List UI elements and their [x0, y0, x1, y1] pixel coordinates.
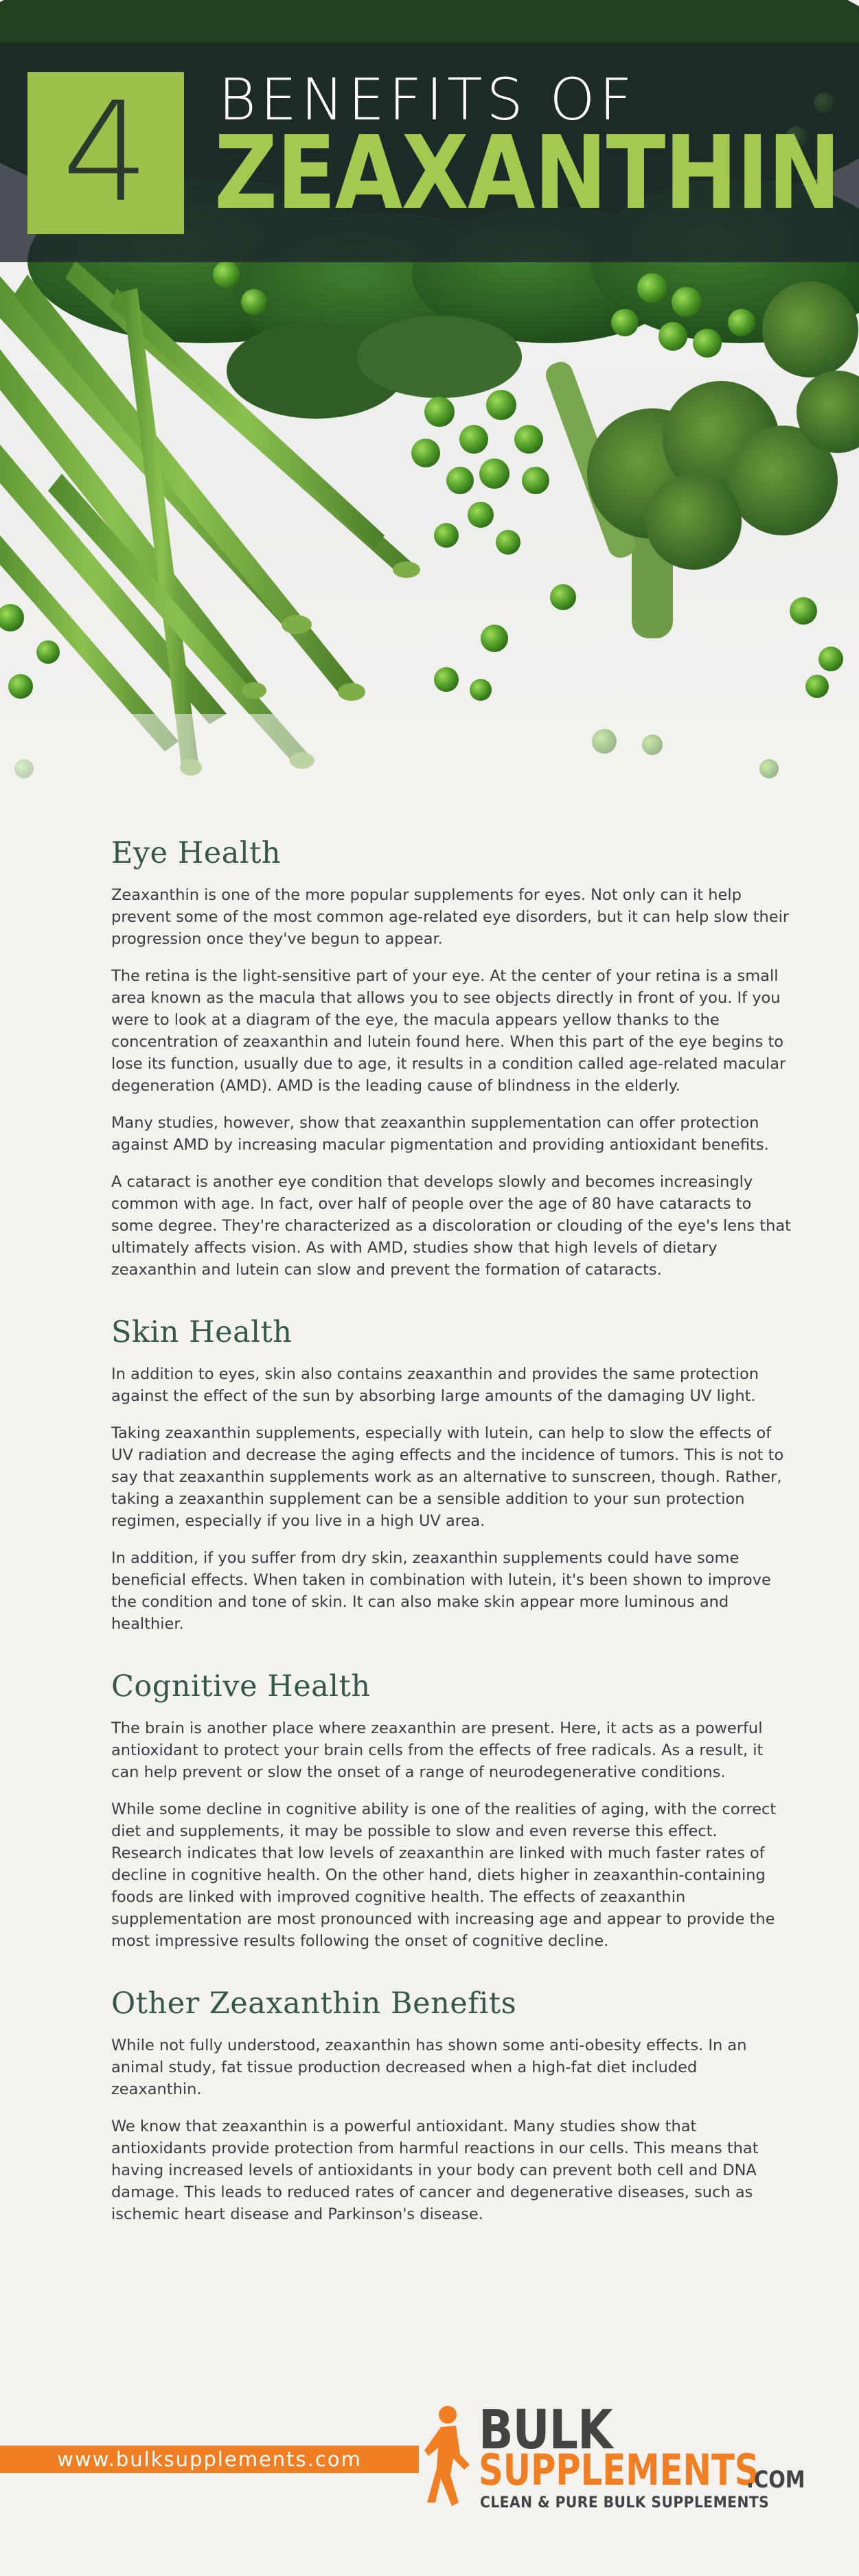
- section-eye-health: [111, 836, 791, 1281]
- website-url[interactable]: www.bulksupplements.com: [57, 2448, 362, 2471]
- brand-logo: [420, 2400, 805, 2516]
- paragraph: A cataract is another eye condition that develops slowly and becomes increasingly common with age. In fact, over half of people over the age of 80 have cataracts to some degree. They're characterized as a discoloration or clouding of the eye's lens that ultimately affects vision. As with AMD, studies show that high levels of dietary zeaxanthin and lutein can slow and prevent the formation of cataracts.: [111, 1173, 791, 1279]
- paragraph: While some decline in cognitive ability is one of the realities of aging, with the correct diet and supplements, it may be possible to slow and even reverse this effect. Research indicates that low levels of zeaxanthin are linked with much faster rates of decline in cognitive health. On the other hand, diets higher in zeaxanthin-containing foods are linked with improved cognitive health. The effects of zeaxanthin supplementation are most pronounced with increasing age and appear to provide the most impressive results following the onset of cognitive decline.: [111, 1800, 777, 1950]
- paragraph: The retina is the light-sensitive part of your eye. At the center of your retina is a small area known as the macula that allows you to see objects directly in front of you. If you were to look at a diagram of the eye, the macula appears yellow thanks to the concentration of zeaxanthin and lutein found here. When this part of the eye begins to lose its function, usually due to age, it results in a condition called age-related macular degeneration (AMD). AMD is the leading cause of blindness in the elderly.: [111, 967, 786, 1095]
- section-other-benefits: [111, 1986, 791, 2225]
- logo-word-bulk: BULK: [479, 2400, 612, 2461]
- article-body: [111, 836, 791, 2260]
- section-heading: Cognitive Health: [111, 1669, 371, 1704]
- running-man-icon: [420, 2400, 475, 2516]
- paragraph: While not fully understood, zeaxanthin has shown some anti-obesity effects. In an animal study, fat tissue production decreased when a high-fat diet included zeaxanthin.: [111, 2037, 747, 2098]
- benefit-count: 4: [62, 73, 150, 233]
- logo-tagline: CLEAN & PURE BULK SUPPLEMENTS: [480, 2494, 770, 2511]
- paragraph: In addition, if you suffer from dry skin, zeaxanthin supplements could have some beneficial effects. When taken in combination with lutein, it's been shown to improve the condition and tone of skin. It can also make skin appear more luminous and healthier.: [111, 1549, 771, 1633]
- paragraph: We know that zeaxanthin is a powerful antioxidant. Many studies show that antioxidants provide protection from harmful reactions in our cells. This means that having increased levels of antioxidants in your body can prevent both cell and DNA damage. This leads to reduced rates of cancer and degenerative diseases, such as ischemic heart disease and Parkinson's disease.: [111, 2117, 759, 2223]
- section-heading: Eye Health: [111, 836, 282, 870]
- paragraph: The brain is another place where zeaxanthin are present. Here, it acts as a powerful antioxidant to protect your brain cells from the effects of free radicals. As a result, it can help prevent or slow the onset of a range of neurodegenerative conditions.: [111, 1719, 764, 1781]
- section-cognitive-health: [111, 1669, 791, 1952]
- paragraph: Zeaxanthin is one of the more popular supplements for eyes. Not only can it help prevent some of the most common age-related eye disorders, but it can help slow their progression once they've begun to appear.: [111, 886, 790, 948]
- section-heading: Other Zeaxanthin Benefits: [111, 1986, 517, 2021]
- paragraph: Taking zeaxanthin supplements, especially with lutein, can help to slow the effects of UV radiation and decrease the aging effects and the incidence of tumors. This is not to say that zeaxanthin supplements work as an alternative to sunscreen, though. Rather, taking a zeaxanthin supplement can be a sensible addition to your sun protection regimen, especially if you live in a high UV area.: [111, 1424, 784, 1530]
- title-top: BENEFITS OF: [218, 66, 637, 133]
- title-main: ZEAXANTHIN: [214, 114, 840, 232]
- website-bar: [0, 2446, 419, 2473]
- hero-image: [0, 0, 859, 810]
- number-badge: [27, 72, 184, 234]
- section-heading: Skin Health: [111, 1315, 293, 1349]
- paragraph: In addition to eyes, skin also contains zeaxanthin and provides the same protection against the effect of the sun by absorbing large amounts of the damaging UV light.: [111, 1365, 759, 1405]
- logo-com: .COM: [746, 2466, 805, 2494]
- paragraph: Many studies, however, show that zeaxanthin supplementation can offer protection against AMD by increasing macular pigmentation and providing antioxidant benefits.: [111, 1114, 769, 1154]
- section-skin-health: [111, 1315, 791, 1635]
- logo-word-supplements: SUPPLEMENTS: [479, 2445, 759, 2495]
